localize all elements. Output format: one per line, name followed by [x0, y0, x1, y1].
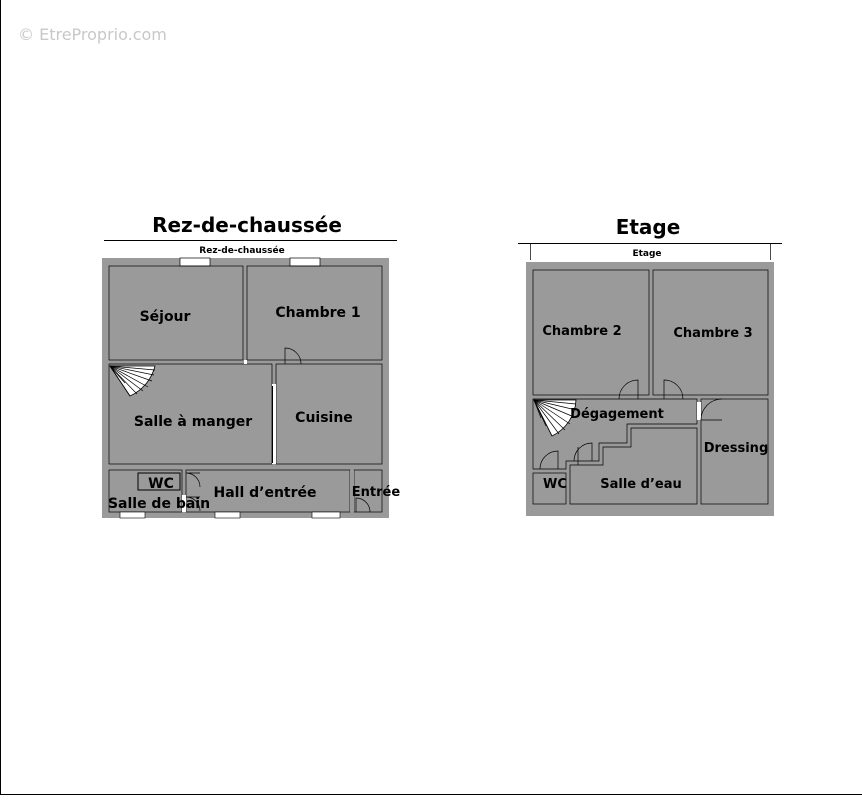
label-salle-a-manger: Salle à manger — [133, 414, 253, 430]
ground-floor-subtitle: Rez-de-chaussée — [199, 246, 285, 256]
label-wc-ground: WC — [148, 476, 174, 492]
label-sejour: Séjour — [139, 309, 191, 325]
label-salle-de-bain: Salle de bain — [107, 496, 211, 512]
label-entree: Entrée — [351, 485, 401, 500]
label-salle-deau: Salle d’eau — [600, 477, 682, 492]
label-hall-entree: Hall d’entrée — [213, 485, 317, 501]
upper-floor-subtitle: Etage — [632, 249, 662, 259]
label-wc-upper: WC — [543, 477, 567, 492]
label-dressing: Dressing — [703, 441, 769, 456]
upper-floor-title: Etage — [615, 215, 681, 239]
upper-floor-plan — [518, 215, 782, 516]
ground-floor-plan — [102, 213, 400, 518]
label-chambre-3: Chambre 3 — [673, 326, 753, 341]
ground-floor-outer-wall — [102, 258, 389, 518]
label-cuisine: Cuisine — [295, 410, 353, 426]
ground-floor-title: Rez-de-chaussée — [152, 213, 342, 237]
label-chambre-2: Chambre 2 — [542, 324, 622, 339]
watermark-text: © EtreProprio.com — [18, 25, 167, 44]
label-degagement: Dégagement — [570, 407, 664, 422]
label-chambre-1: Chambre 1 — [275, 305, 361, 321]
